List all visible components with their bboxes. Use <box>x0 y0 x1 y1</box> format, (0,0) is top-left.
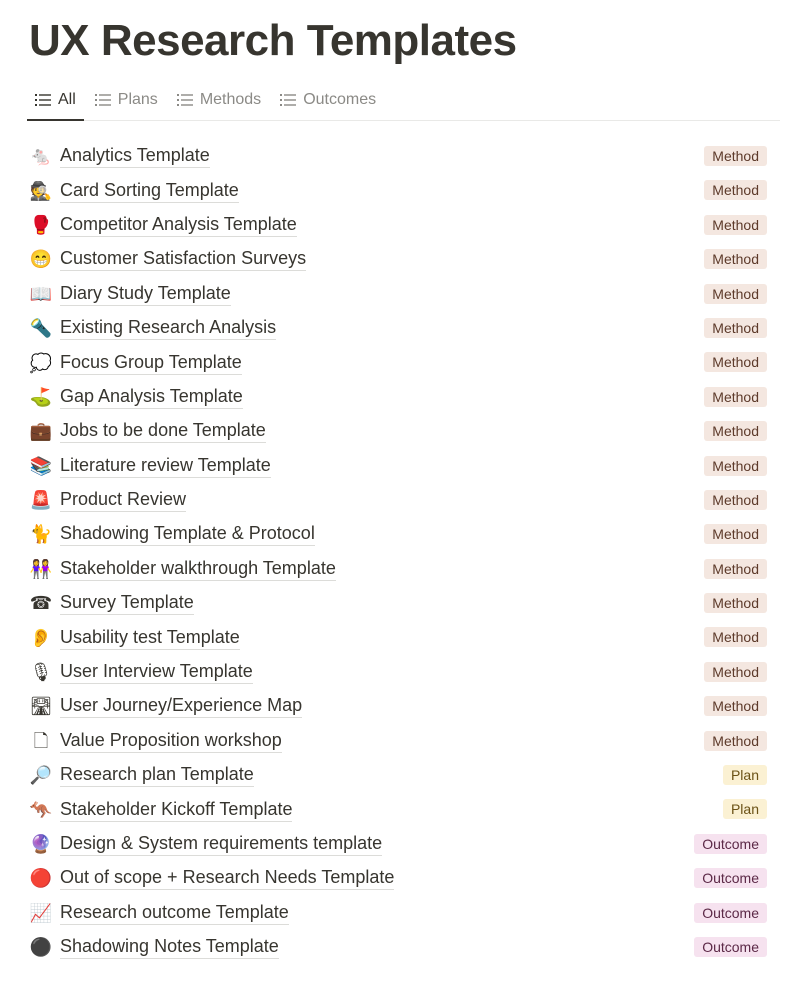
category-badge: Outcome <box>694 868 767 888</box>
list-icon <box>177 94 193 106</box>
list-item[interactable] <box>27 380 772 414</box>
category-badge: Method <box>704 352 767 372</box>
list-item-title[interactable]: Shadowing Template & Protocol <box>60 522 315 546</box>
chart-increasing-emoji-icon: 📈 <box>29 902 53 923</box>
category-badge: Method <box>704 524 767 544</box>
list-item-title[interactable]: Customer Satisfaction Surveys <box>60 247 306 271</box>
list-item-title[interactable]: Gap Analysis Template <box>60 385 243 409</box>
list-item[interactable] <box>27 792 772 826</box>
category-badge: Outcome <box>694 937 767 957</box>
category-badge: Method <box>704 387 767 407</box>
list-item[interactable] <box>27 620 772 654</box>
road-map-emoji-icon: 🛣 <box>29 696 53 717</box>
black-cat-emoji-icon: 🐈 <box>29 524 53 545</box>
books-emoji-icon: 📚 <box>29 455 53 476</box>
list-item[interactable] <box>27 311 772 345</box>
list-item-title[interactable]: Survey Template <box>60 591 194 615</box>
list-icon <box>95 94 111 106</box>
list-item[interactable] <box>27 173 772 207</box>
list-item-title[interactable]: Shadowing Notes Template <box>60 935 279 959</box>
list-item[interactable] <box>27 449 772 483</box>
list-icon <box>280 94 296 106</box>
list-item-title[interactable]: User Interview Template <box>60 660 253 684</box>
category-badge: Outcome <box>694 834 767 854</box>
list-item-title[interactable]: Usability test Template <box>60 626 240 650</box>
telephone-emoji-icon: ☎ <box>29 593 53 614</box>
list-item[interactable] <box>27 414 772 448</box>
tab-outcomes[interactable] <box>272 80 384 120</box>
list-item-title[interactable]: User Journey/Experience Map <box>60 694 302 718</box>
category-badge: Outcome <box>694 903 767 923</box>
crystal-ball-emoji-icon: 🔮 <box>29 834 53 854</box>
list-item[interactable] <box>27 586 772 620</box>
list-item-title[interactable]: Analytics Template <box>60 144 210 168</box>
list-item[interactable] <box>27 827 772 861</box>
list-item[interactable] <box>27 552 772 586</box>
list-item-title[interactable]: Design & System requirements template <box>60 832 382 856</box>
list-item[interactable] <box>27 896 772 930</box>
list-item-title[interactable]: Research outcome Template <box>60 901 289 925</box>
boxing-glove-emoji-icon: 🥊 <box>29 214 53 235</box>
category-badge: Method <box>704 456 767 476</box>
category-badge: Method <box>704 559 767 579</box>
open-book-emoji-icon: 📖 <box>29 283 53 304</box>
category-badge: Plan <box>723 799 767 819</box>
briefcase-emoji-icon: 💼 <box>29 421 53 442</box>
tab-label: Outcomes <box>303 91 377 108</box>
black-circle-emoji-icon: ⚫ <box>29 937 53 958</box>
list-item-title[interactable]: Diary Study Template <box>60 282 231 306</box>
category-badge: Method <box>704 593 767 613</box>
flashlight-emoji-icon: 🔦 <box>29 318 53 339</box>
list-item[interactable] <box>27 724 772 758</box>
list-item-title[interactable]: Jobs to be done Template <box>60 419 266 443</box>
people-holding-hands-emoji-icon: 👭 <box>29 558 53 579</box>
category-badge: Method <box>704 421 767 441</box>
microphone-emoji-icon: 🎙 <box>29 662 53 683</box>
red-circle-emoji-icon: 🔴 <box>29 868 53 889</box>
page-title: UX Research Templates <box>29 16 517 65</box>
list-icon <box>35 94 51 106</box>
category-badge: Method <box>704 146 767 166</box>
category-badge: Method <box>704 284 767 304</box>
category-badge: Method <box>704 318 767 338</box>
list-item[interactable] <box>27 517 772 551</box>
siren-light-emoji-icon: 🚨 <box>29 490 53 511</box>
list-item-title[interactable]: Out of scope + Research Needs Template <box>60 866 394 890</box>
rat-emoji-icon: 🐁 <box>29 146 53 167</box>
list-item[interactable] <box>27 655 772 689</box>
tab-label: Plans <box>117 91 158 108</box>
list-item-title[interactable]: Focus Group Template <box>60 351 242 375</box>
list-item[interactable] <box>27 208 772 242</box>
template-list <box>27 139 772 964</box>
list-item-title[interactable]: Existing Research Analysis <box>60 316 276 340</box>
list-item-title[interactable]: Value Proposition workshop <box>60 729 282 753</box>
list-item[interactable] <box>27 139 772 173</box>
list-item-title[interactable]: Card Sorting Template <box>60 179 239 203</box>
category-badge: Method <box>704 731 767 751</box>
list-item[interactable] <box>27 277 772 311</box>
category-badge: Plan <box>723 765 767 785</box>
list-item-title[interactable]: Competitor Analysis Template <box>60 213 297 237</box>
list-item[interactable] <box>27 861 772 895</box>
list-item-title[interactable]: Stakeholder walkthrough Template <box>60 557 336 581</box>
category-badge: Method <box>704 662 767 682</box>
tab-plans[interactable] <box>87 80 166 120</box>
tab-label: Methods <box>199 91 262 108</box>
list-item[interactable] <box>27 930 772 964</box>
document-page-icon: 🗋 <box>33 730 49 751</box>
category-badge: Method <box>704 215 767 235</box>
golf-flag-emoji-icon: ⛳ <box>29 386 53 407</box>
category-badge: Method <box>704 490 767 510</box>
view-tabs <box>27 80 780 121</box>
detective-emoji-icon: 🕵 <box>29 180 53 201</box>
category-badge: Method <box>704 249 767 269</box>
kangaroo-emoji-icon: 🦘 <box>29 799 53 820</box>
magnifying-glass-emoji-icon: 🔎 <box>29 765 53 786</box>
category-badge: Method <box>704 180 767 200</box>
list-item-title[interactable]: Product Review <box>60 488 186 512</box>
list-item[interactable] <box>27 689 772 723</box>
tab-methods[interactable] <box>169 80 269 120</box>
category-badge: Method <box>704 627 767 647</box>
list-item-title[interactable]: Stakeholder Kickoff Template <box>60 798 292 822</box>
tab-label: All <box>58 91 76 108</box>
list-item[interactable] <box>27 242 772 276</box>
thought-balloon-emoji-icon: 💭 <box>29 352 53 373</box>
list-item[interactable] <box>27 483 772 517</box>
ear-emoji-icon: 👂 <box>29 627 53 648</box>
list-item[interactable] <box>27 345 772 379</box>
list-item[interactable] <box>27 758 772 792</box>
category-badge: Method <box>704 696 767 716</box>
grinning-face-emoji-icon: 😁 <box>29 249 53 270</box>
list-item-title[interactable]: Literature review Template <box>60 454 271 478</box>
tab-all[interactable] <box>27 80 84 120</box>
list-item-title[interactable]: Research plan Template <box>60 763 254 787</box>
